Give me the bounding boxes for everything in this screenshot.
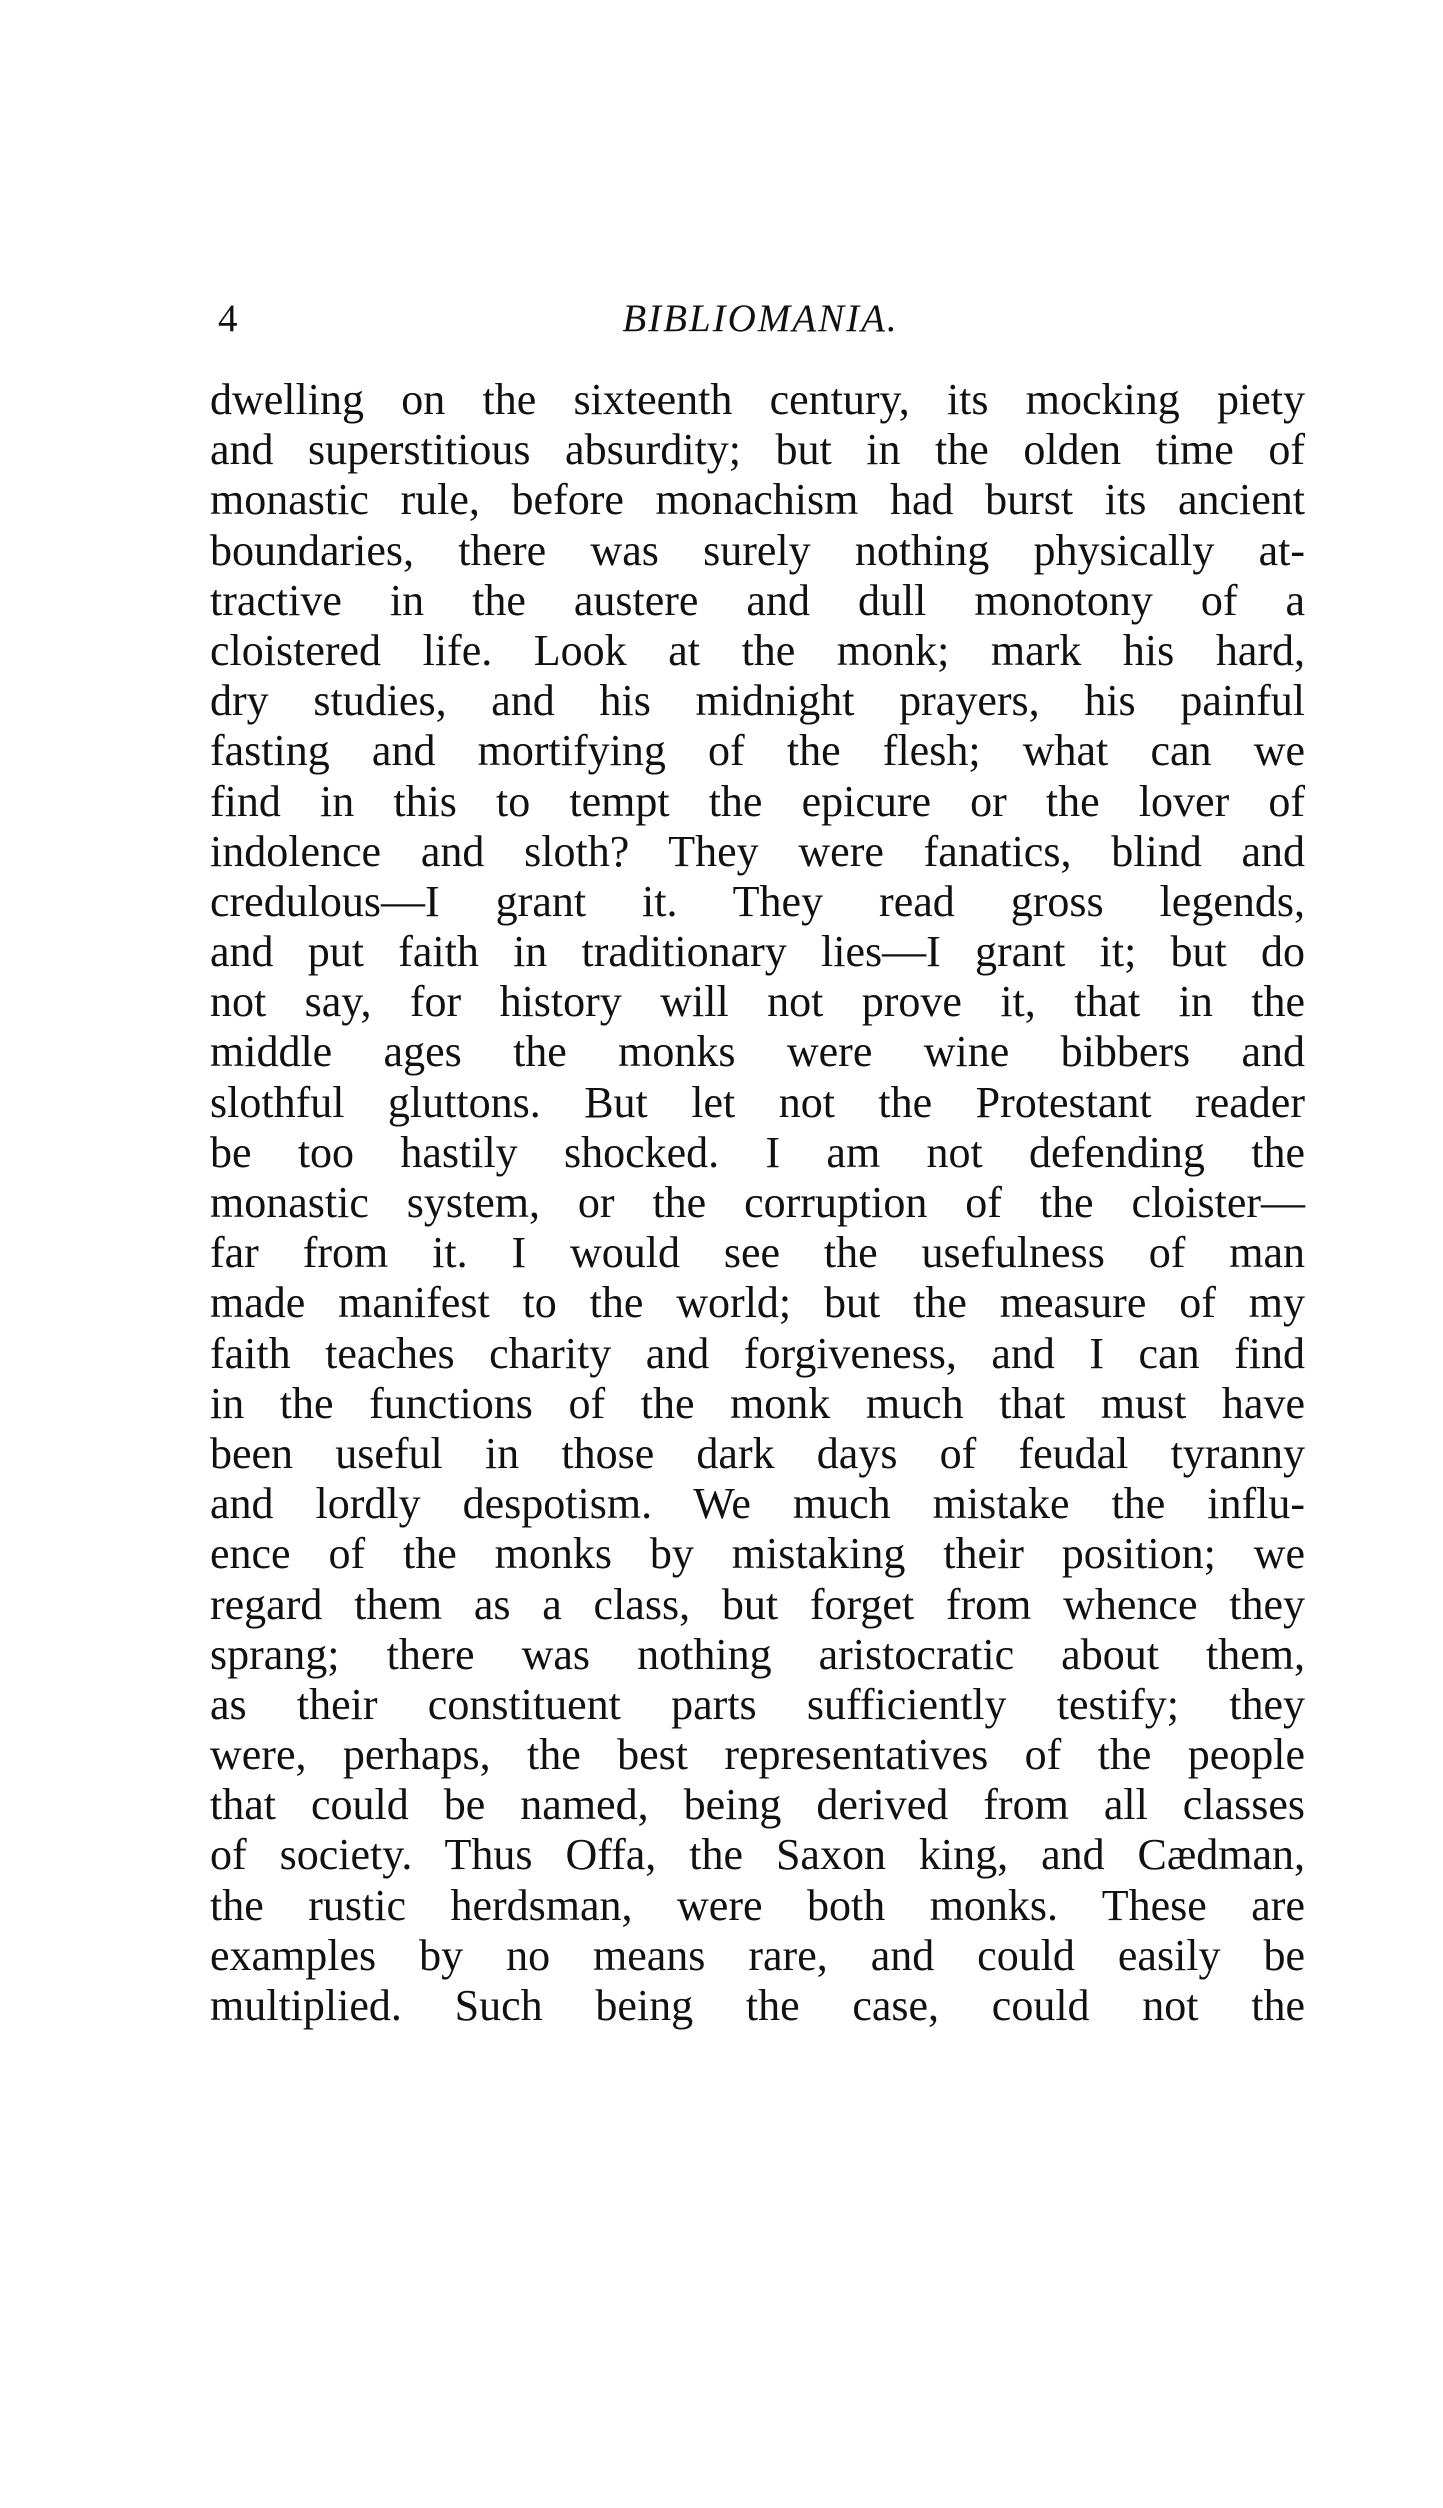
text-line: as their constituent parts sufficiently testify; they [210, 1679, 1305, 1729]
text-line: of society. Thus Offa, the Saxon king, and Cædman, [210, 1830, 1305, 1880]
text-line: be too hastily shocked. I am not defending the [210, 1127, 1305, 1177]
text-line: ence of the monks by mistaking their position; we [210, 1529, 1305, 1579]
text-line: the rustic herdsman, were both monks. These are [210, 1880, 1305, 1930]
body-text [210, 375, 1305, 2031]
text-line: dwelling on the sixteenth century, its mocking piety [210, 375, 1305, 424]
page-number: 4 [218, 297, 238, 340]
text-line: sprang; there was nothing aristocratic about them, [210, 1629, 1305, 1679]
text-line: fasting and mortifying of the flesh; what can we [210, 726, 1305, 776]
text-line: middle ages the monks were wine bibbers and [210, 1027, 1305, 1077]
text-line: and lordly despotism. We much mistake the influ- [210, 1479, 1305, 1529]
text-line: and superstitious absurdity; but in the olden time of [210, 425, 1305, 475]
page-header [218, 295, 1303, 355]
text-line: multiplied. Such being the case, could not the [210, 1981, 1305, 2030]
text-line: monastic system, or the corruption of the cloister— [210, 1178, 1305, 1227]
text-line: find in this to tempt the epicure or the lover of [210, 776, 1305, 826]
text-line: that could be named, being derived from all classes [210, 1780, 1305, 1830]
text-line: tractive in the austere and dull monotony of a [210, 575, 1305, 625]
text-line: faith teaches charity and forgiveness, and I can find [210, 1328, 1305, 1378]
text-line: been useful in those dark days of feudal tyranny [210, 1428, 1305, 1478]
text-line: in the functions of the monk much that must have [210, 1378, 1305, 1428]
text-line: monastic rule, before monachism had burst its ancient [210, 475, 1305, 525]
text-line: cloistered life. Look at the monk; mark his hard, [210, 625, 1305, 675]
text-line: dry studies, and his midnight prayers, his painful [210, 676, 1305, 726]
text-line: slothful gluttons. But let not the Protestant reader [210, 1077, 1305, 1127]
text-line: far from it. I would see the usefulness of man [210, 1228, 1305, 1278]
text-line: and put faith in traditionary lies—I grant it; but do [210, 927, 1305, 977]
text-line: regard them as a class, but forget from whence they [210, 1579, 1305, 1629]
text-line: indolence and sloth? They were fanatics, blind and [210, 826, 1305, 876]
running-head: BIBLIOMANIA. [622, 297, 899, 340]
text-line: credulous—I grant it. They read gross legends, [210, 876, 1305, 926]
text-line: not say, for history will not prove it, that in the [210, 977, 1305, 1027]
text-line: boundaries, there was surely nothing physically at- [210, 525, 1305, 575]
text-line: made manifest to the world; but the measure of my [210, 1278, 1305, 1328]
text-line: examples by no means rare, and could easily be [210, 1930, 1305, 1980]
text-line: were, perhaps, the best representatives of the people [210, 1730, 1305, 1780]
